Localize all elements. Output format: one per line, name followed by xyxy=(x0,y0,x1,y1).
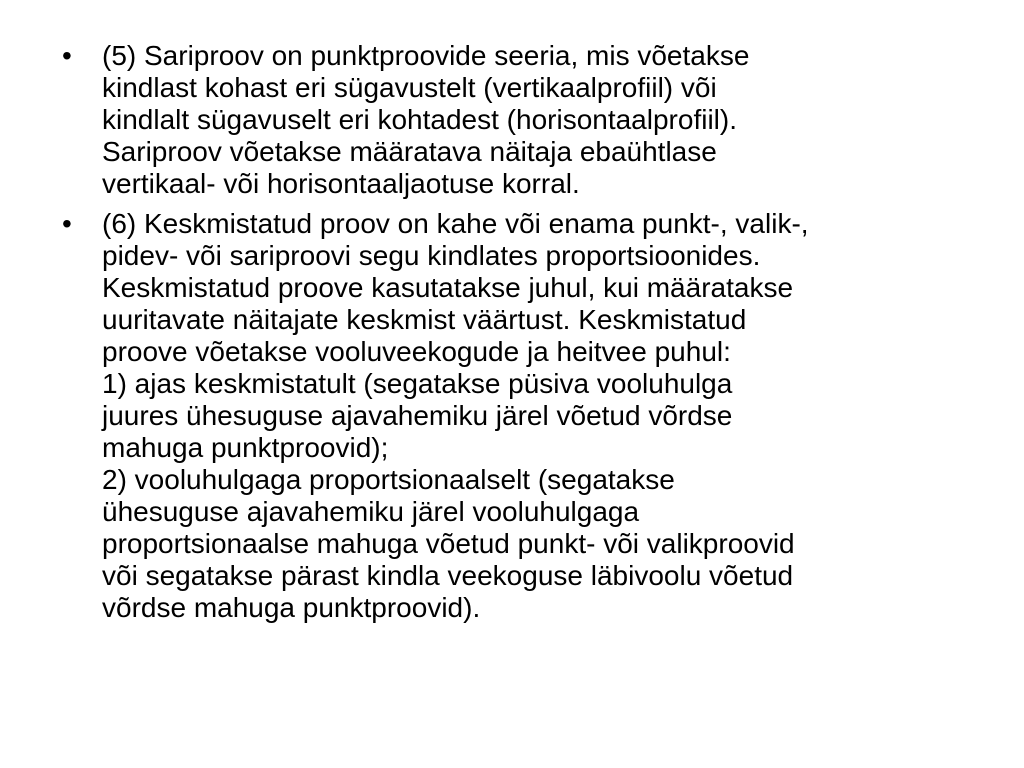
text-line: kindlalt sügavuselt eri kohtadest (horisontaalprofiil). xyxy=(102,104,737,135)
text-line: 1) ajas keskmistatult (segatakse püsiva vooluhulga xyxy=(102,368,733,399)
text-line: proportsionaalse mahuga võetud punkt- või valikproovid xyxy=(102,528,795,559)
text-line: 2) vooluhulgaga proportsionaalselt (segatakse xyxy=(102,464,675,495)
bullet-item-keskmistatud-proov xyxy=(60,208,980,624)
bullet-list xyxy=(60,40,980,632)
text-line: Keskmistatud proove kasutatakse juhul, kui määratakse xyxy=(102,272,794,303)
text-line: (6) Keskmistatud proov on kahe või enama punkt-, valik-, xyxy=(102,208,809,239)
bullet-marker: • xyxy=(62,40,72,71)
text-line: proove võetakse vooluveekogude ja heitvee puhul: xyxy=(102,336,731,367)
text-line: (5) Sariproov on punktproovide seeria, mis võetakse xyxy=(102,40,750,71)
text-line: pidev- või sariproovi segu kindlates proportsioonides. xyxy=(102,240,761,271)
text-line: või segatakse pärast kindla veekoguse läbivoolu võetud xyxy=(102,560,794,591)
bullet-marker: • xyxy=(62,208,72,239)
text-line: ühesuguse ajavahemiku järel vooluhulgaga xyxy=(102,496,640,527)
text-line: uuritavate näitajate keskmist väärtust. Keskmistatud xyxy=(102,304,747,335)
text-line: kindlast kohast eri sügavustelt (vertikaalprofiil) või xyxy=(102,72,717,103)
bullet-item-sariproov xyxy=(60,40,980,200)
text-line: võrdse mahuga punktproovid). xyxy=(102,592,481,623)
text-line: juures ühesuguse ajavahemiku järel võetud võrdse xyxy=(102,400,733,431)
text-line: mahuga punktproovid); xyxy=(102,432,389,463)
text-line: Sariproov võetakse määratava näitaja ebaühtlase xyxy=(102,136,717,167)
text-line: vertikaal- või horisontaaljaotuse korral. xyxy=(102,168,580,199)
